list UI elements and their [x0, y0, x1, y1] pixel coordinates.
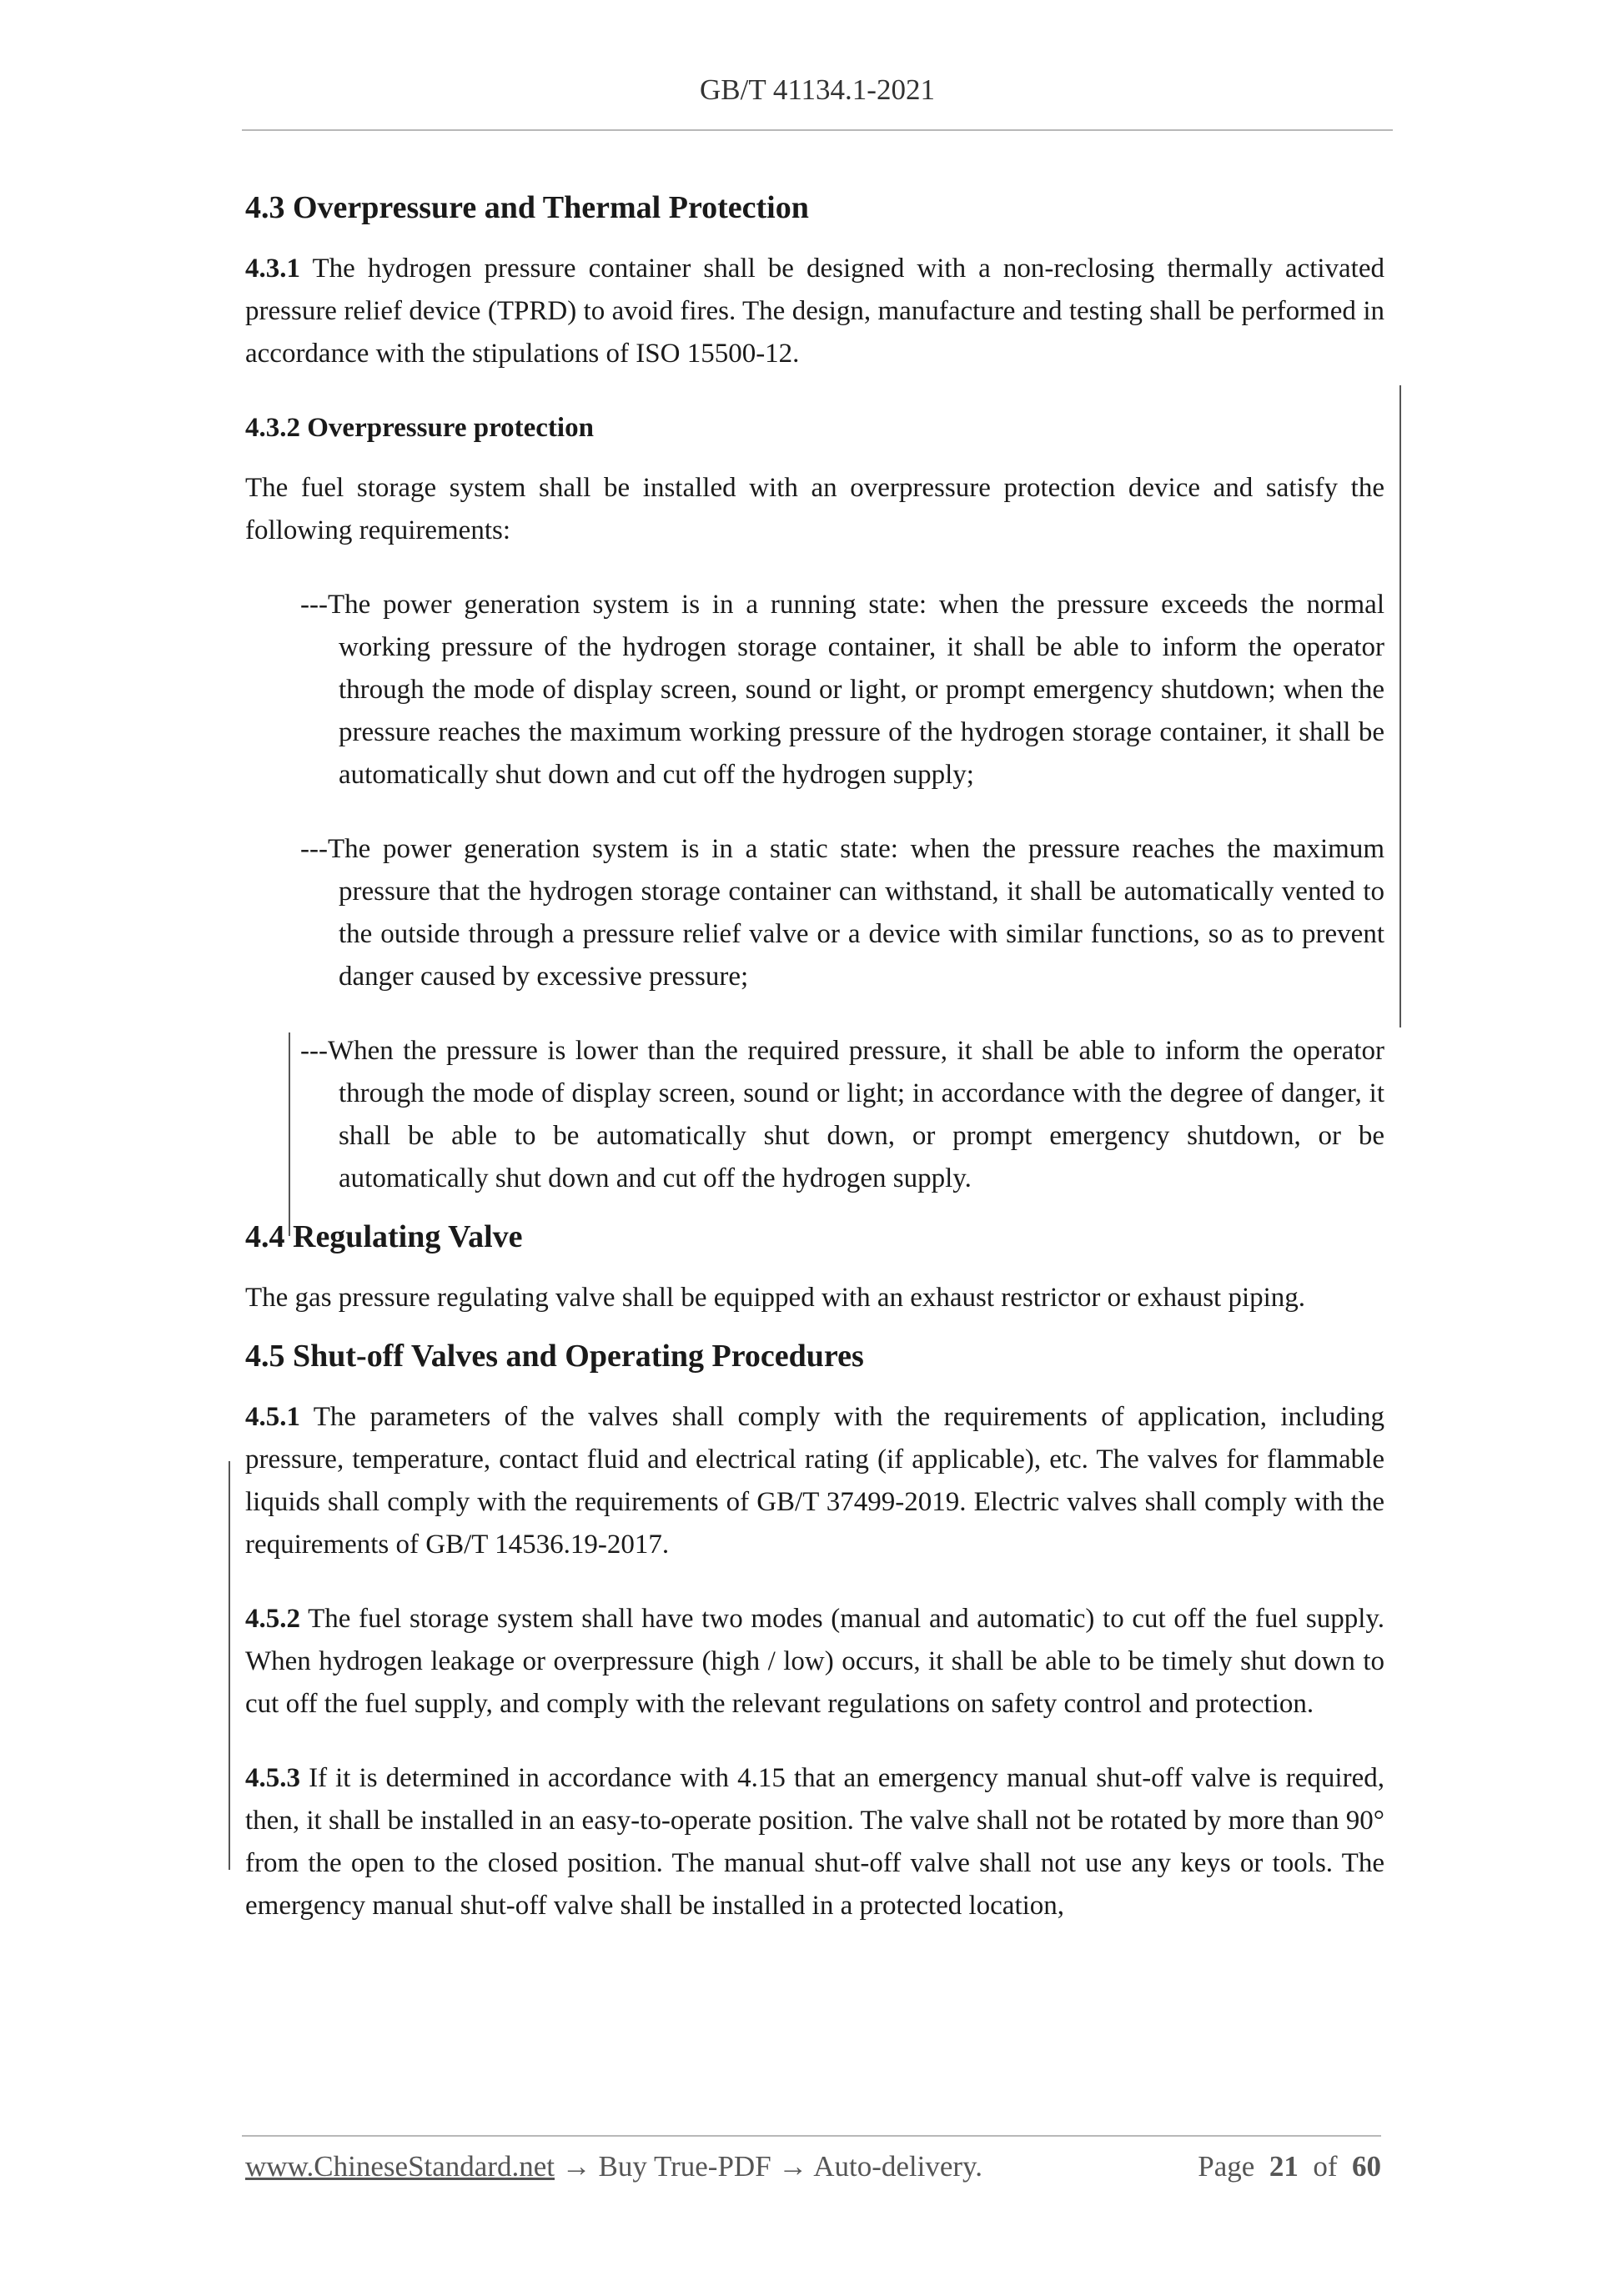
section-4-3-heading: 4.3 Overpressure and Thermal Protection — [245, 190, 809, 225]
of-word: of — [1313, 2150, 1338, 2183]
document-body — [245, 171, 1384, 1959]
document-id-header: GB/T 41134.1-2021 — [700, 73, 935, 106]
requirement-item-low-pressure: ---When the pressure is lower than the required pressure, it shall be able to inform the operator through the mode of display screen, sound or light; in accordance with the degree of danger, it shall be able to be automatically shut down, or prompt emergency shutdown, or be automatically shut down and cut off the hydrogen supply. — [300, 1036, 1384, 1193]
section-4-5-heading: 4.5 Shut-off Valves and Operating Procedures — [245, 1339, 864, 1374]
clause-text: The parameters of the valves shall comply with the requirements of application, including pressure, temperature, contact fluid and electrical rating (if applicable), etc. The valves for flammable liquids shall comply with the requirements of GB/T 37499-2019. Electric valves shall comply with the requirements of GB/T 14536.19-2017. — [245, 1402, 1384, 1560]
promo-text: → Buy True-PDF → Auto-delivery. — [555, 2150, 983, 2183]
total-pages: 60 — [1352, 2150, 1381, 2183]
clause-text: The hydrogen pressure container shall be designed with a non-reclosing thermally activated pressure relief device (TPRD) to avoid fires. The design, manufacture and testing shall be performed in accordance with the stipulations of ISO 15500-12. — [245, 254, 1384, 369]
header-divider — [242, 129, 1393, 131]
clause-text: The fuel storage system shall have two modes (manual and automatic) to cut off the fuel supply. When hydrogen leakage or overpressure (high / low) occurs, it shall be able to be timely shut down to cut off the fuel supply, and comply with the relevant regulations on safety control and protection. — [245, 1604, 1384, 1719]
requirement-item-static-state: ---The power generation system is in a static state: when the pressure reaches the maximum pressure that the hydrogen storage container can withstand, it shall be automatically vented to the outside through a pressure relief valve or a device with similar functions, so as to prevent danger caused by excessive pressure; — [300, 834, 1384, 992]
change-bar-right — [1399, 385, 1401, 1027]
page-footer — [245, 2150, 1381, 2183]
section-4-4-text: The gas pressure regulating valve shall be equipped with an exhaust restrictor or exhaust piping. — [245, 1283, 1306, 1313]
clause-4-5-2 — [245, 1598, 1384, 1726]
footer-divider — [242, 2135, 1381, 2137]
clause-number: 4.5.3 — [245, 1763, 300, 1793]
site-link[interactable]: www.ChineseStandard.net — [245, 2150, 555, 2183]
clause-number: 4.3.1 — [245, 254, 300, 284]
section-4-3-2-intro: The fuel storage system shall be installed with an overpressure protection device and satisfy the following requirements: — [245, 473, 1384, 545]
section-4-3-2-heading: 4.3.2 Overpressure protection — [245, 413, 594, 443]
clause-number: 4.5.1 — [245, 1402, 300, 1432]
clause-text: If it is determined in accordance with 4.15 that an emergency manual shut-off valve is required, then, it shall be installed in an easy-to-operate position. The valve shall not be rotated by more than 90° from the open to the closed position. The manual shut-off valve shall not use any keys or tools. The emergency manual shut-off valve shall be installed in a protected location, — [245, 1763, 1384, 1921]
requirement-item-running-state: ---The power generation system is in a running state: when the pressure exceeds the normal working pressure of the hydrogen storage container, it shall be able to inform the operator through the mode of display screen, sound or light, or prompt emergency shutdown; when the pressure reaches the maximum working pressure of the hydrogen storage container, it shall be automatically shut down and cut off the hydrogen supply; — [300, 590, 1384, 790]
change-bar-left-valves — [229, 1461, 230, 1870]
page-word: Page — [1198, 2150, 1255, 2183]
page-number-info — [1198, 2150, 1381, 2183]
current-page: 21 — [1269, 2150, 1299, 2183]
clause-number: 4.5.2 — [245, 1604, 300, 1634]
clause-4-5-3 — [245, 1757, 1384, 1927]
clause-4-3-1 — [245, 248, 1384, 375]
section-4-4-heading: 4.4 Regulating Valve — [245, 1219, 523, 1254]
clause-4-5-1 — [245, 1396, 1384, 1566]
footer-promo — [245, 2150, 982, 2183]
